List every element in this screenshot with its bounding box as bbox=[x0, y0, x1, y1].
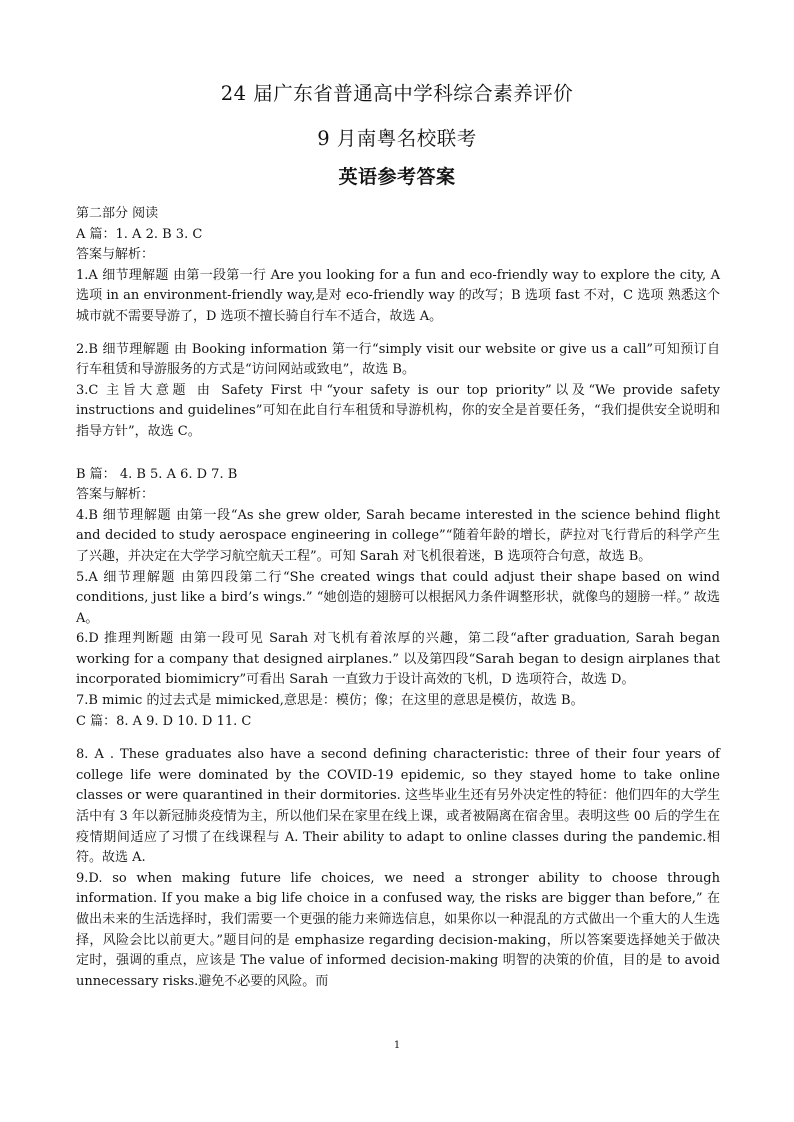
document-title: 24 届广东省普通高中学科综合素养评价 bbox=[220, 82, 574, 105]
passage-b-answers: B 篇： 4. B 5. A 6. D 7. B bbox=[76, 466, 238, 482]
answer-body bbox=[76, 204, 720, 992]
document-heading: 英语参考答案 bbox=[338, 166, 456, 188]
answer-explanation-5: 5.A 细节理解题 由第四段第二行“She created wings that could adjust their shape based on wind conditions, just like a bird’s wings.” “她创造的翅膀可以根据风力条件调整形状，就像鸟的翅膀一样。” 故选 A。 bbox=[76, 569, 720, 626]
answer-explanation-2: 2.B 细节理解题 由 Booking information 第一行“simply visit our website or give us a call”可知预订自行车租赁和导游服务的方式是“访问网站或致电”，故选 B。 bbox=[76, 341, 720, 378]
document-subtitle: 9 月南粤名校联考 bbox=[317, 127, 477, 150]
passage-c-answers: C 篇：8. A 9. D 10. D 11. C bbox=[76, 713, 252, 729]
passage-a-answers: A 篇：1. A 2. B 3. C bbox=[76, 226, 203, 242]
passage-b-analysis-label: 答案与解析： bbox=[76, 487, 155, 503]
answer-explanation-3: 3.C 主旨大意题 由 Safety First 中“your safety is our top priority”以及“We provide safety instructions and guidelines”可知在此自行车租赁和导游机构，你的安全是首要任务，“我们提供安全说明和指导方针”，故选 C。 bbox=[76, 382, 720, 439]
section-heading: 第二部分 阅读 bbox=[76, 206, 159, 221]
answer-explanation-9: 9.D. so when making future life choices, we need a stronger ability to choose through information. If you make a big life choice in a confused way, the risks are bigger than before,” 在做出未来的生活选择时，我们需要一个更强的能力来筛选信息，如果你以一种混乱的方式做出一个重大的人生选择，风险会比以前更大。”题目问的是 emphasize regarding decision-making，所以答案要选择她关于做决定时，强调的重点，应该是 The value of informed decision-making 明智的决策的价值，目的是 to avoid unnecessary risks.避免不必要的风险。而 bbox=[76, 870, 720, 989]
answer-explanation-4: 4.B 细节理解题 由第一段“As she grew older, Sarah became interested in the science behind flight and decided to study aerospace engineering in college”“随着年龄的增长，萨拉对飞行背后的科学产生了兴趣，并决定在大学学习航空航天工程”。可知 Sarah 对飞机很着迷，B 选项符合句意，故选 B。 bbox=[76, 507, 720, 564]
page-number: 1 bbox=[393, 1040, 401, 1051]
answer-explanation-8: 8. A . These graduates also have a second defining characteristic: three of their four years of college life were dominated by the COVID-19 epidemic, so they stayed home to take online classes or were quarantined in their dormitories. 这些毕业生还有另外决定性的特征：他们四年的大学生活中有 3 年以新冠肺炎疫情为主，所以他们呆在家里在线上课，或者被隔离在宿舍里。表明这些 00 后的学生在疫情期间适应了习惯了在线课程与 A. Their ability to adapt to online classes during the pandemic.相符。故选 A. bbox=[76, 747, 720, 866]
passage-a-analysis-label: 答案与解析： bbox=[76, 247, 155, 263]
answer-explanation-1: 1.A 细节理解题 由第一段第一行 Are you looking for a fun and eco-friendly way to explore the city, A 选项 in an environment-friendly way,是对 eco-friendly way 的改写；B 选项 fast 不对，C 选项 熟悉这个城市就不需要导游了，D 选项不擅长骑自行车不适合，故选 A。 bbox=[76, 267, 720, 324]
answer-explanation-7: 7.B mimic 的过去式是 mimicked,意思是：模仿；像；在这里的意思是模仿，故选 B。 bbox=[76, 693, 584, 709]
answer-explanation-6: 6.D 推理判断题 由第一段可见 Sarah 对飞机有着浓厚的兴趣，第二段“after graduation, Sarah began working for a company that designed airplanes.” 以及第四段“Sarah began to design airplanes that incorporated biomimicry”可看出 Sarah 一直致力于设计高效的飞机，D 选项符合，故选 D。 bbox=[76, 631, 720, 688]
